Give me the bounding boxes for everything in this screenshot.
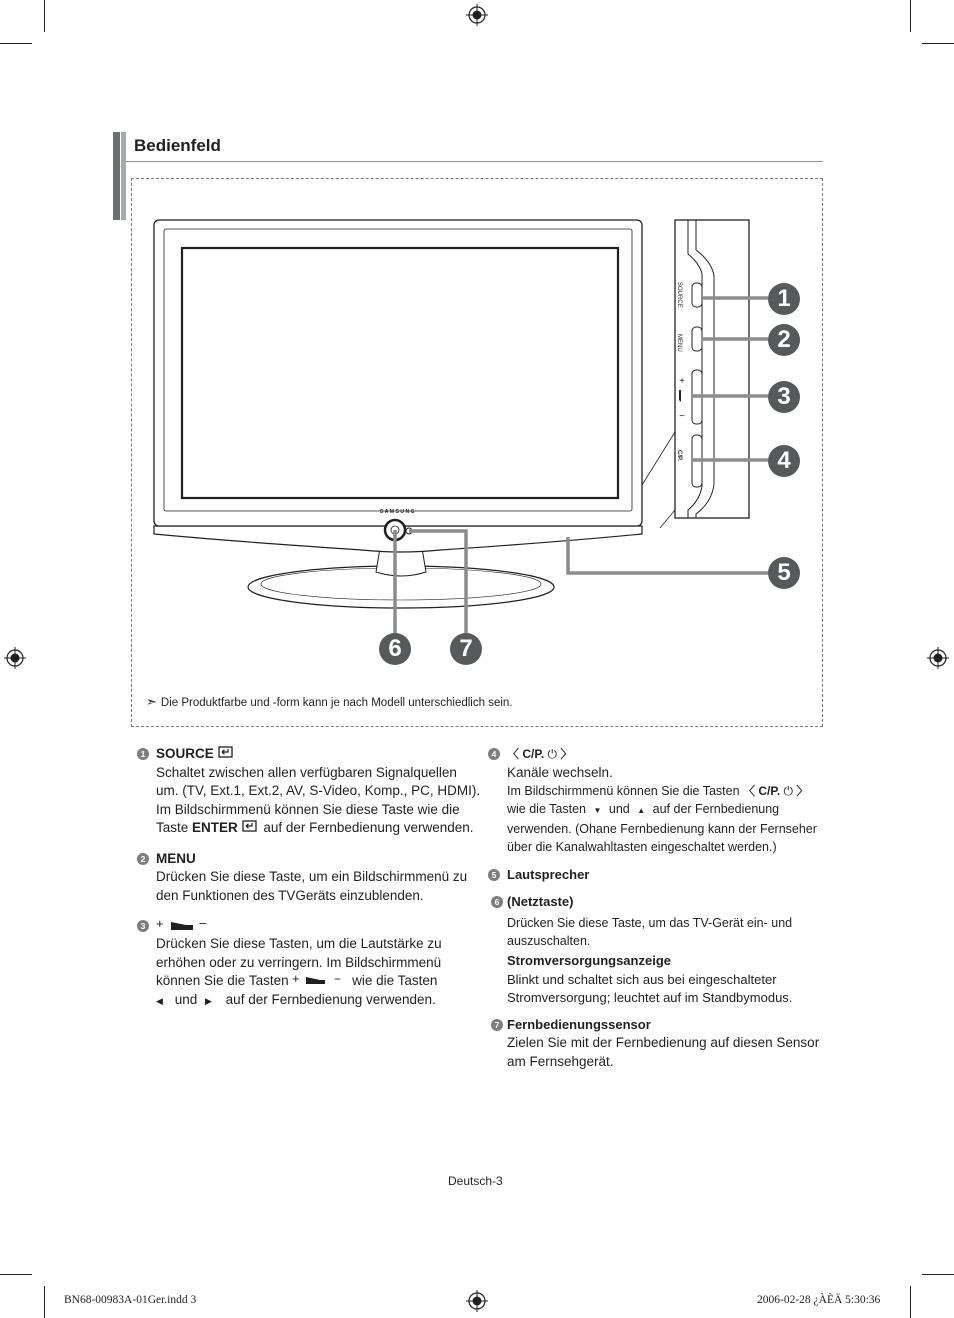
side-panel bbox=[675, 220, 749, 518]
und-label: und bbox=[608, 802, 630, 816]
item-4-bullet: 4 bbox=[488, 748, 500, 760]
item-1 bbox=[137, 745, 482, 838]
item-4 bbox=[488, 745, 833, 856]
item-3-body-mid: wie die Tasten bbox=[352, 973, 438, 988]
item-5-title: Lautsprecher bbox=[507, 867, 590, 882]
item-4-sub-3: auf der Fernbedienung verwenden. (Ohane Fernbedienung kann der Fernseher über die Kanalwahltasten eingeschaltet werden.) bbox=[507, 802, 817, 854]
arrow-down-icon: ▼ bbox=[593, 806, 602, 815]
note-arrow-icon: ➣ bbox=[146, 694, 157, 709]
crop-mark bbox=[910, 0, 911, 32]
svg-text:+: + bbox=[156, 917, 164, 931]
svg-text:−: − bbox=[334, 973, 342, 985]
crop-mark bbox=[0, 43, 32, 44]
registration-mark-icon bbox=[466, 1290, 488, 1312]
svg-text:−: − bbox=[199, 917, 207, 931]
menu-side-label: MENU bbox=[676, 334, 682, 352]
svg-text:−: − bbox=[679, 411, 685, 422]
callout-5: 5 bbox=[768, 557, 800, 589]
item-5-bullet: 5 bbox=[488, 869, 500, 881]
source-button-shape bbox=[692, 283, 702, 307]
callout-7: 7 bbox=[450, 633, 482, 665]
item-6 bbox=[488, 893, 833, 1008]
callout-1: 1 bbox=[768, 283, 800, 315]
menu-button-shape bbox=[692, 327, 702, 351]
section-bar bbox=[113, 132, 120, 220]
title-rule bbox=[126, 161, 823, 162]
crop-mark bbox=[910, 1286, 911, 1318]
item-6-title: (Netztaste) bbox=[507, 893, 574, 909]
section-title: Bedienfeld bbox=[134, 136, 221, 155]
callout-2: 2 bbox=[768, 324, 800, 356]
crop-mark bbox=[44, 1286, 45, 1318]
file-slug: BN68-00983A-01Ger.indd 3 bbox=[64, 1294, 197, 1306]
callout-3: 3 bbox=[768, 381, 800, 413]
channel-side-label: C/P. bbox=[676, 450, 682, 461]
svg-text:+: + bbox=[292, 973, 300, 985]
item-4-sub-2: wie die Tasten bbox=[507, 802, 586, 816]
item-4-title: C/P. bbox=[522, 747, 545, 761]
item-6-bullet: 6 bbox=[491, 896, 503, 908]
registration-mark-icon bbox=[4, 647, 26, 669]
callout-4: 4 bbox=[768, 445, 800, 477]
enter-icon bbox=[242, 820, 260, 832]
chevron-right-icon: 〉 bbox=[560, 747, 573, 761]
volume-symbols bbox=[156, 917, 482, 935]
section-bar bbox=[121, 132, 126, 220]
registration-mark-icon bbox=[927, 647, 949, 669]
item-3-body-end: auf der Fernbedienung verwenden. bbox=[225, 991, 436, 1007]
item-1-title: SOURCE bbox=[156, 746, 214, 761]
volume-icon bbox=[292, 973, 348, 985]
crop-mark bbox=[922, 43, 954, 44]
item-5 bbox=[488, 866, 833, 885]
item-6-title-2: Stromversorgungsanzeige bbox=[507, 953, 671, 968]
chevron-left-icon: 〈 bbox=[743, 784, 756, 798]
item-7-bullet: 7 bbox=[491, 1019, 503, 1031]
item-6-body: Drücken Sie diese Taste, um das TV-Gerät ein- und auszuschalten. bbox=[507, 916, 793, 948]
power-icon: ⏻ bbox=[547, 747, 557, 761]
chevron-right-icon: 〉 bbox=[796, 784, 809, 798]
note-text: Die Produktfarbe und -form kann je nach Modell unterschiedlich sein. bbox=[160, 697, 513, 709]
arrow-up-icon: ▲ bbox=[637, 806, 646, 815]
item-1-bullet: 1 bbox=[137, 748, 149, 760]
arrow-right-icon: ▶ bbox=[204, 995, 212, 1006]
item-2 bbox=[137, 850, 482, 906]
source-side-label: SOURCE bbox=[676, 282, 682, 308]
volume-icon bbox=[156, 917, 216, 931]
brand-logo: SAMSUNG bbox=[379, 509, 417, 515]
item-1-body-end: auf der Fernbedienung verwenden. bbox=[263, 820, 474, 835]
item-4-body: Kanäle wechseln. bbox=[507, 764, 613, 780]
item-2-body: Drücken Sie diese Taste, um ein Bildschirmmenü zu den Funktionen des TVGeräts einzublenden. bbox=[156, 869, 468, 903]
und-label: und bbox=[174, 991, 198, 1007]
page-number: Deutsch-3 bbox=[448, 1174, 503, 1188]
callout-6: 6 bbox=[379, 633, 411, 665]
registration-mark-icon bbox=[466, 4, 488, 26]
item-3 bbox=[137, 917, 482, 1010]
item-3-bullet: 3 bbox=[137, 920, 149, 932]
power-icon: ⏻ bbox=[783, 784, 794, 798]
item-7 bbox=[488, 1016, 833, 1072]
item-4-sub-1: Im Bildschirmmenü können Sie die Tasten bbox=[507, 784, 740, 798]
crop-mark bbox=[922, 1274, 954, 1275]
svg-text:+: + bbox=[679, 376, 685, 387]
chevron-left-icon: 〈 bbox=[507, 747, 520, 761]
crop-mark bbox=[44, 0, 45, 32]
item-1-body: Schaltet zwischen allen verfügbaren Signalquellen um. (TV, Ext.1, Ext.2, AV, S-Video, Komp., PC, HDMI). Im Bildschirmmenü können Sie diese Taste wie die Taste bbox=[156, 764, 481, 835]
item-6-body-2: Blinkt und schaltet sich aus bei eingeschalteter Stromversorgung; leuchtet auf im Standbymodus. bbox=[507, 971, 793, 1005]
item-2-title: MENU bbox=[156, 850, 196, 866]
tv-screen bbox=[182, 248, 618, 498]
item-2-bullet: 2 bbox=[137, 853, 149, 865]
item-3-body: Drücken Sie diese Tasten, um die Lautstärke zu erhöhen oder zu verringern. Im Bildschirmmenü können Sie die Tasten bbox=[156, 936, 442, 988]
right-column bbox=[488, 745, 833, 1071]
tv-diagram bbox=[140, 210, 820, 680]
item-7-body: Zielen Sie mit der Fernbedienung auf diesen Sensor am Fernsehgerät. bbox=[507, 1035, 820, 1069]
item-7-title: Fernbedienungssensor bbox=[507, 1016, 651, 1032]
crop-mark bbox=[0, 1274, 32, 1275]
disclaimer-note bbox=[146, 694, 512, 710]
date-slug: 2006-02-28 ¿ÀÈÄ 5:30:36 bbox=[757, 1294, 881, 1306]
item-4-title-inline: C/P. bbox=[758, 784, 781, 798]
enter-label: ENTER bbox=[192, 820, 238, 835]
arrow-left-icon: ◀ bbox=[156, 995, 163, 1006]
enter-icon bbox=[218, 746, 236, 758]
left-column bbox=[137, 745, 482, 1010]
